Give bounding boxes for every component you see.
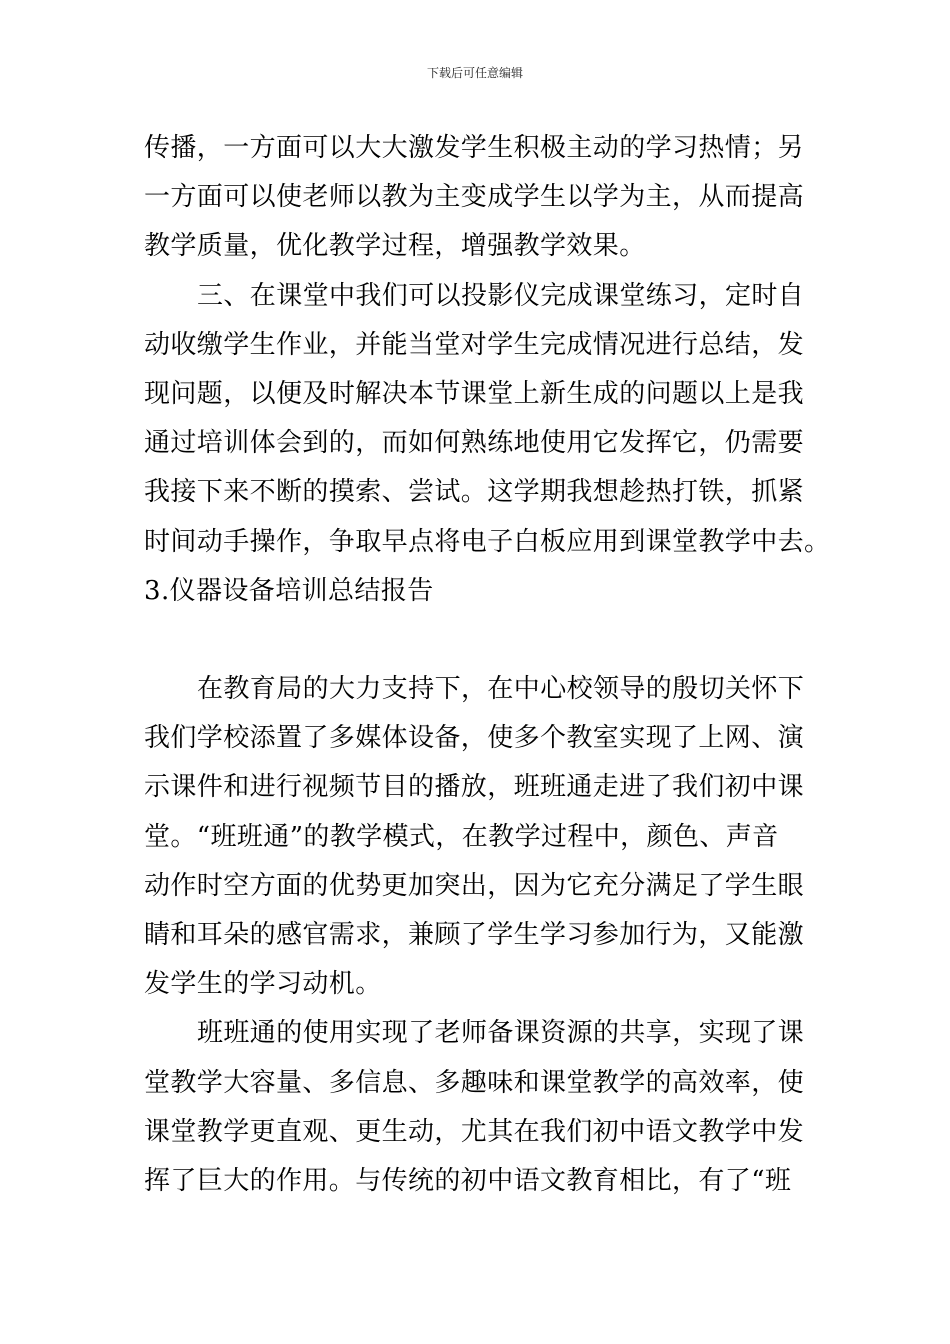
- page-header: 下载后可任意编辑: [426, 66, 523, 80]
- text-line: 时间动手操作，争取早点将电子白板应用到课堂教学中去。: [144, 526, 831, 557]
- text-line: 堂。“班班通”的教学模式，在教学过程中，颜色、声音: [144, 821, 779, 852]
- text-line: 传播，一方面可以大大激发学生积极主动的学习热情；另: [144, 133, 805, 163]
- text-line: 一方面可以使老师以教为主变成学生以学为主，从而提高: [144, 182, 805, 213]
- blank-line: [144, 616, 808, 665]
- text-line: 动作时空方面的优势更加突出，因为它充分满足了学生眼: [144, 870, 805, 901]
- text-line: 发学生的学习动机。: [144, 969, 382, 1000]
- document-body: [144, 124, 831, 1206]
- section-heading: 3.仪器设备培训总结报告: [144, 575, 434, 606]
- text-line: 堂教学大容量、多信息、多趣味和课堂教学的高效率，使: [144, 1067, 805, 1098]
- text-line: 通过培训体会到的，而如何熟练地使用它发挥它，仍需要: [144, 428, 805, 459]
- text-line: 现问题，以便及时解决本节课堂上新生成的问题以上是我: [144, 378, 805, 409]
- paragraph-start-line: 三、在课堂中我们可以投影仪完成课堂练习，定时自: [197, 280, 805, 311]
- text-line: 课堂教学更直观、更生动，尤其在我们初中语文教学中发: [144, 1116, 805, 1147]
- text-line: 挥了巨大的作用。与传统的初中语文教育相比，有了“班: [144, 1165, 792, 1196]
- text-line: 我接下来不断的摸索、尝试。这学期我想趁热打铁，抓紧: [144, 477, 805, 508]
- text-line: 睛和耳朵的感官需求，兼顾了学生学习参加行为，又能激: [144, 920, 805, 950]
- text-line: 教学质量，优化教学过程，增强教学效果。: [144, 231, 646, 262]
- paragraph-start-line: 在教育局的大力支持下，在中心校领导的殷切关怀下: [197, 674, 805, 705]
- paragraph-start-line: 班班通的使用实现了老师备课资源的共享，实现了课: [197, 1018, 805, 1049]
- text-line: 动收缴学生作业，并能当堂对学生完成情况进行总结，发: [144, 329, 805, 360]
- text-line: 示课件和进行视频节目的播放，班班通走进了我们初中课: [144, 772, 805, 803]
- text-line: 我们学校添置了多媒体设备，使多个教室实现了上网、演: [144, 723, 805, 754]
